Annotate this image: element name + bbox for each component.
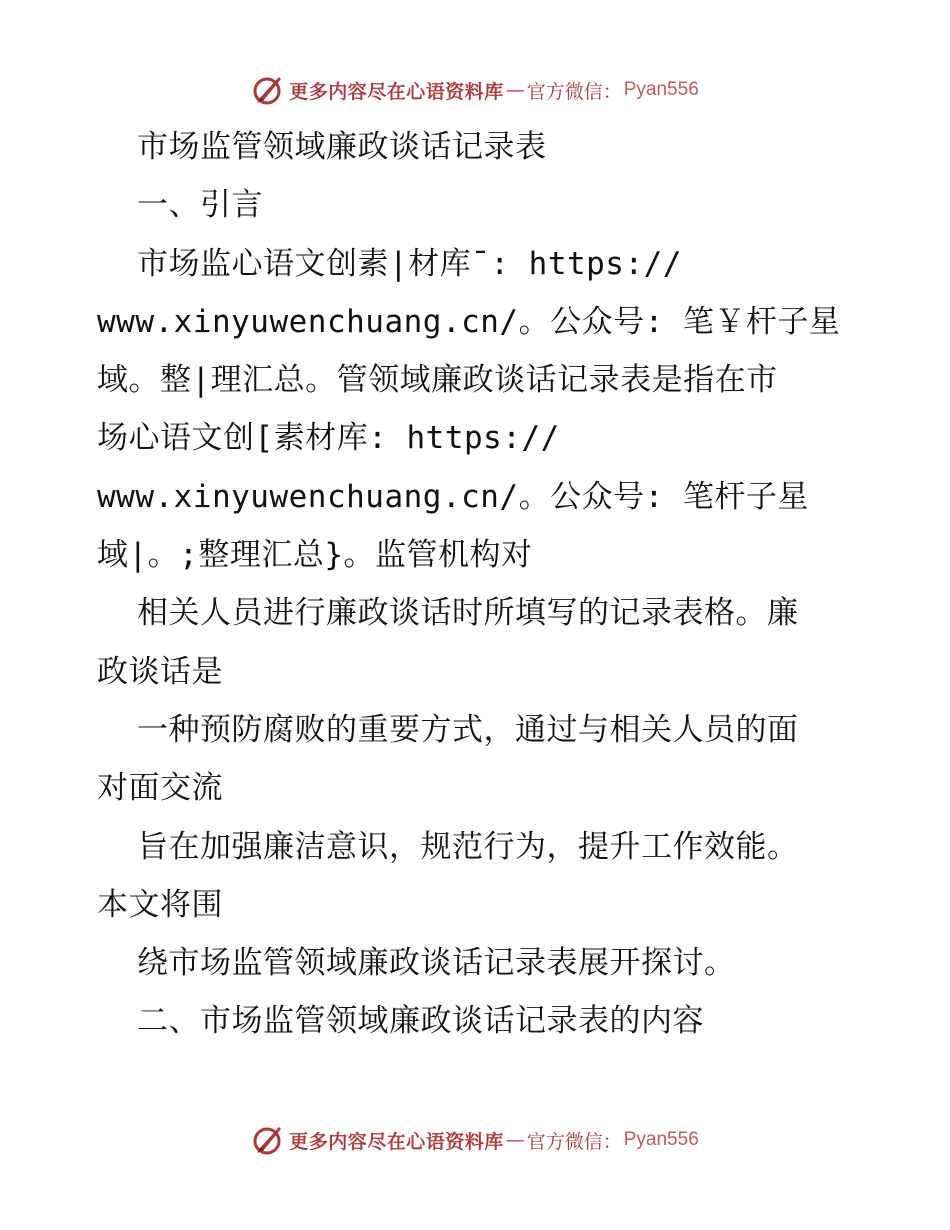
paragraph-line: 本文将围	[97, 886, 223, 923]
footer-banner-label: 官方微信：	[526, 1130, 622, 1153]
header-banner-text: 更多内容尽在心语资料库	[289, 80, 504, 103]
document-title: 市场监管领域廉政谈话记录表	[137, 129, 547, 165]
header-banner-wechat-id: Pyan556	[623, 79, 699, 100]
paragraph-line: 旨在加强廉洁意识，规范行为，提升工作效能。	[137, 828, 799, 865]
document-body	[97, 118, 857, 1051]
paragraph-line: 对面交流	[97, 770, 223, 807]
header-banner-separator: —	[505, 79, 525, 101]
footer-banner	[0, 1120, 950, 1160]
quill-pen-logo-icon	[251, 1123, 285, 1157]
paragraph-line: www.xinyuwenchuang.cn/。公众号: 笔杆子星	[97, 478, 809, 515]
header-banner	[0, 70, 950, 110]
paragraph-line: 一种预防腐败的重要方式，通过与相关人员的面	[137, 711, 799, 748]
paragraph-line: 政谈话是	[97, 653, 223, 690]
paragraph-line: 场心语文创[素材库: https://	[97, 420, 560, 457]
section-heading-intro: 一、引言	[137, 187, 263, 224]
paragraph-line: 市场监心语文创素|材库¯: https://	[137, 245, 682, 282]
footer-banner-content	[251, 1123, 699, 1157]
header-banner-content	[251, 73, 699, 107]
paragraph-line: 相关人员进行廉政谈话时所填写的记录表格。廉	[137, 595, 799, 632]
paragraph-line: www.xinyuwenchuang.cn/。公众号: 笔￥杆子星	[97, 303, 841, 340]
section-heading-contents: 二、市场监管领域廉政谈话记录表的内容	[137, 1003, 704, 1040]
paragraph-line: 域|。;整理汇总}。监管机构对	[97, 537, 533, 574]
paragraph-line: 域。整|理汇总。管领域廉政谈话记录表是指在市	[97, 362, 778, 399]
quill-pen-logo-icon	[251, 73, 285, 107]
footer-banner-separator: —	[505, 1129, 525, 1151]
footer-banner-wechat-id: Pyan556	[623, 1129, 699, 1150]
paragraph-line: 绕市场监管领域廉政谈话记录表展开探讨。	[137, 945, 736, 982]
header-banner-label: 官方微信：	[526, 80, 622, 103]
footer-banner-text: 更多内容尽在心语资料库	[289, 1130, 504, 1153]
